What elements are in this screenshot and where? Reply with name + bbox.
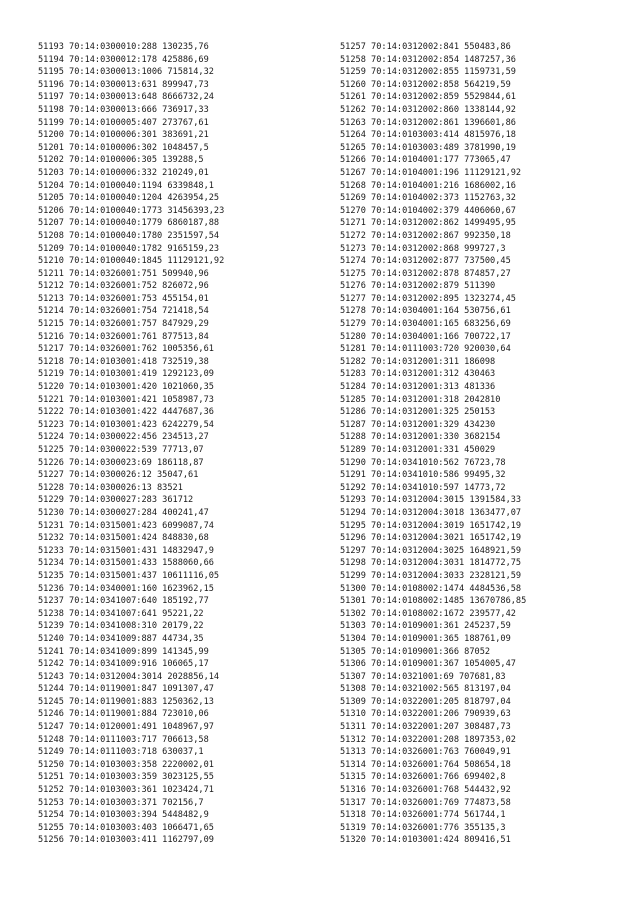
record-row: 51315 70:14:0326001:766 699402,8 <box>340 772 506 783</box>
record-row: 51222 70:14:0103001:422 4447687,36 <box>38 407 214 418</box>
record-row: 51300 70:14:0108002:1474 4484536,58 <box>340 583 522 594</box>
record-row: 51240 70:14:0341009:887 44734,35 <box>38 633 204 644</box>
record-row: 51306 70:14:0109001:367 1054005,47 <box>340 659 516 670</box>
record-row: 51239 70:14:0341008:310 20179,22 <box>38 621 204 632</box>
record-row: 51244 70:14:0119001:847 1091307,47 <box>38 684 214 695</box>
record-row: 51238 70:14:0341007:641 95221,22 <box>38 608 204 619</box>
record-row: 51294 70:14:0312004:3018 1363477,07 <box>340 507 522 518</box>
right-column <box>340 41 630 847</box>
record-row: 51214 70:14:0326001:754 721418,54 <box>38 306 209 317</box>
record-row: 51296 70:14:0312004:3021 1651742,19 <box>340 533 522 544</box>
record-row: 51270 70:14:0104002:379 4406060,67 <box>340 205 516 216</box>
record-row: 51213 70:14:0326001:753 455154,01 <box>38 293 209 304</box>
record-row: 51254 70:14:0103003:394 5448482,9 <box>38 810 209 821</box>
record-row: 51297 70:14:0312004:3025 1648921,59 <box>340 545 522 556</box>
record-row: 51215 70:14:0326001:757 847929,29 <box>38 319 209 330</box>
record-row: 51299 70:14:0312004:3033 2328121,59 <box>340 570 522 581</box>
record-row: 51199 70:14:0100005:407 273767,61 <box>38 117 209 128</box>
record-row: 51307 70:14:0321001:69 707681,83 <box>340 671 506 682</box>
record-row: 51303 70:14:0109001:361 245237,59 <box>340 621 511 632</box>
record-row: 51266 70:14:0104001:177 773065,47 <box>340 155 511 166</box>
record-row: 51220 70:14:0103001:420 1021060,35 <box>38 382 214 393</box>
record-row: 51313 70:14:0326001:763 760049,91 <box>340 747 511 758</box>
record-row: 51280 70:14:0304001:166 700722,17 <box>340 331 511 342</box>
record-row: 51207 70:14:0100040:1779 6860187,88 <box>38 218 220 229</box>
record-row: 51319 70:14:0326001:776 355135,3 <box>340 822 506 833</box>
record-row: 51198 70:14:0300013:666 736917,33 <box>38 104 209 115</box>
record-row: 51255 70:14:0103003:403 1066471,65 <box>38 822 214 833</box>
record-row: 51230 70:14:0300027:284 400241,47 <box>38 507 209 518</box>
record-row: 51243 70:14:0312004:3014 2028856,14 <box>38 671 220 682</box>
record-row: 51312 70:14:0322001:208 1897353,02 <box>340 734 516 745</box>
record-row: 51204 70:14:0100040:1194 6339848,1 <box>38 180 214 191</box>
record-row: 51277 70:14:0312002:895 1323274,45 <box>340 293 516 304</box>
record-row: 51269 70:14:0104002:373 1152763,32 <box>340 193 516 204</box>
record-row: 51252 70:14:0103003:361 1023424,71 <box>38 785 214 796</box>
record-row: 51206 70:14:0100040:1773 31456393,23 <box>38 205 225 216</box>
record-row: 51217 70:14:0326001:762 1005356,61 <box>38 344 214 355</box>
record-row: 51234 70:14:0315001:433 1588060,66 <box>38 558 214 569</box>
record-row: 51309 70:14:0322001:205 818797,04 <box>340 696 511 707</box>
record-row: 51209 70:14:0100040:1782 9165159,23 <box>38 243 220 254</box>
record-row: 51202 70:14:0100006:305 139288,5 <box>38 155 204 166</box>
record-row: 51288 70:14:0312001:330 3682154 <box>340 432 501 443</box>
record-row: 51200 70:14:0100006:301 383691,21 <box>38 130 209 141</box>
record-row: 51221 70:14:0103001:421 1058987,73 <box>38 394 214 405</box>
record-row: 51197 70:14:0300013:648 8666732,24 <box>38 92 214 103</box>
record-row: 51216 70:14:0326001:761 877513,84 <box>38 331 209 342</box>
record-row: 51316 70:14:0326001:768 544432,92 <box>340 785 511 796</box>
record-row: 51211 70:14:0326001:751 509940,96 <box>38 268 209 279</box>
record-row: 51282 70:14:0312001:311 186098 <box>340 356 496 367</box>
record-row: 51259 70:14:0312002:855 1159731,59 <box>340 67 516 78</box>
record-row: 51226 70:14:0300023:69 186118,87 <box>38 457 204 468</box>
record-row: 51246 70:14:0119001:884 723010,06 <box>38 709 209 720</box>
record-row: 51272 70:14:0312002:867 992350,18 <box>340 230 511 241</box>
record-row: 51218 70:14:0103001:418 732519,38 <box>38 356 209 367</box>
record-row: 51263 70:14:0312002:861 1396601,86 <box>340 117 516 128</box>
record-row: 51279 70:14:0304001:165 683256,69 <box>340 319 511 330</box>
record-row: 51268 70:14:0104001:216 1686002,16 <box>340 180 516 191</box>
record-row: 51245 70:14:0119001:883 1250362,13 <box>38 696 214 707</box>
record-row: 51291 70:14:0341010:586 99495,32 <box>340 470 506 481</box>
record-row: 51205 70:14:0100040:1204 4263954,25 <box>38 193 220 204</box>
record-row: 51229 70:14:0300027:283 361712 <box>38 495 194 506</box>
record-row: 51219 70:14:0103001:419 1292123,09 <box>38 369 214 380</box>
record-row: 51225 70:14:0300022:539 77713,07 <box>38 445 204 455</box>
record-row: 51241 70:14:0341009:899 141345,99 <box>38 646 209 657</box>
record-row: 51271 70:14:0312002:862 1499495,95 <box>340 218 516 229</box>
record-row: 51301 70:14:0108002:1485 13670786,85 <box>340 596 527 607</box>
record-row: 51256 70:14:0103003:411 1162797,09 <box>38 835 214 846</box>
record-row: 51195 70:14:0300013:1006 715814,32 <box>38 67 214 78</box>
record-row: 51314 70:14:0326001:764 508654,18 <box>340 759 511 770</box>
record-row: 51253 70:14:0103003:371 702156,7 <box>38 797 204 808</box>
record-row: 51201 70:14:0100006:302 1048457,5 <box>38 142 209 153</box>
record-row: 51242 70:14:0341009:916 106065,17 <box>38 659 209 670</box>
record-row: 51281 70:14:0111003:720 920030,64 <box>340 344 511 355</box>
record-row: 51264 70:14:0103003:414 4815976,18 <box>340 130 516 141</box>
record-row: 51247 70:14:0120001:491 1048967,97 <box>38 722 214 733</box>
record-row: 51228 70:14:0300026:13 83521 <box>38 482 183 493</box>
record-row: 51274 70:14:0312002:877 737500,45 <box>340 256 511 267</box>
record-row: 51248 70:14:0111003:717 706613,58 <box>38 734 209 745</box>
record-row: 51317 70:14:0326001:769 774873,58 <box>340 797 511 808</box>
record-row: 51232 70:14:0315001:424 848830,68 <box>38 533 209 544</box>
record-row: 51235 70:14:0315001:437 10611116,05 <box>38 570 220 581</box>
record-row: 51278 70:14:0304001:164 530756,61 <box>340 306 511 317</box>
record-row: 51298 70:14:0312004:3031 1814772,75 <box>340 558 522 569</box>
record-row: 51308 70:14:0321002:565 813197,04 <box>340 684 511 695</box>
record-row: 51203 70:14:0100006:332 210249,01 <box>38 167 209 178</box>
record-row: 51261 70:14:0312002:859 5529844,61 <box>340 92 516 103</box>
record-row: 51285 70:14:0312001:318 2042810 <box>340 394 501 405</box>
record-row: 51224 70:14:0300022:456 234513,27 <box>38 432 209 443</box>
record-row: 51290 70:14:0341010:562 76723,78 <box>340 457 506 468</box>
record-row: 51286 70:14:0312001:325 250153 <box>340 407 496 418</box>
record-row: 51223 70:14:0103001:423 6242279,54 <box>38 419 214 430</box>
record-row: 51231 70:14:0315001:423 6099087,74 <box>38 520 214 531</box>
record-row: 51262 70:14:0312002:860 1338144,92 <box>340 104 516 115</box>
record-row: 51257 70:14:0312002:841 550483,86 <box>340 42 511 52</box>
record-row: 51284 70:14:0312001:313 481336 <box>340 382 496 393</box>
record-row: 51311 70:14:0322001:207 308487,73 <box>340 722 511 733</box>
record-row: 51295 70:14:0312004:3019 1651742,19 <box>340 520 522 531</box>
record-row: 51267 70:14:0104001:196 11129121,92 <box>340 167 522 178</box>
record-row: 51212 70:14:0326001:752 826072,96 <box>38 281 209 292</box>
record-row: 51210 70:14:0100040:1845 11129121,92 <box>38 256 225 267</box>
record-row: 51287 70:14:0312001:329 434230 <box>340 419 496 430</box>
record-row: 51233 70:14:0315001:431 14832947,9 <box>38 545 214 556</box>
record-row: 51293 70:14:0312004:3015 1391584,33 <box>340 495 522 506</box>
record-row: 51208 70:14:0100040:1780 2351597,54 <box>38 230 220 241</box>
record-row: 51194 70:14:0300012:178 425886,69 <box>38 54 209 65</box>
record-row: 51283 70:14:0312001:312 430463 <box>340 369 496 380</box>
record-row: 51310 70:14:0322001:206 790939,63 <box>340 709 511 720</box>
record-row: 51196 70:14:0300013:631 899947,73 <box>38 79 209 90</box>
record-row: 51273 70:14:0312002:868 999727,3 <box>340 243 506 254</box>
record-row: 51276 70:14:0312002:879 511390 <box>340 281 496 292</box>
record-row: 51320 70:14:0103001:424 809416,51 <box>340 835 511 846</box>
record-row: 51193 70:14:0300010:288 130235,76 <box>38 42 209 52</box>
record-row: 51304 70:14:0109001:365 188761,09 <box>340 633 511 644</box>
record-row: 51265 70:14:0103003:489 3781990,19 <box>340 142 516 153</box>
record-row: 51292 70:14:0341010:597 14773,72 <box>340 482 506 493</box>
record-row: 51302 70:14:0108002:1672 239577,42 <box>340 608 516 619</box>
record-row: 51249 70:14:0111003:718 630037,1 <box>38 747 204 758</box>
record-row: 51289 70:14:0312001:331 450029 <box>340 445 496 455</box>
record-row: 51251 70:14:0103003:359 3023125,55 <box>38 772 214 783</box>
record-row: 51258 70:14:0312002:854 1487257,36 <box>340 54 516 65</box>
record-row: 51237 70:14:0341007:640 185192,77 <box>38 596 209 607</box>
record-row: 51227 70:14:0300026:12 35047,61 <box>38 470 199 481</box>
record-row: 51250 70:14:0103003:358 2220002,01 <box>38 759 214 770</box>
record-row: 51236 70:14:0340001:160 1623962,15 <box>38 583 214 594</box>
record-row: 51275 70:14:0312002:878 874857,27 <box>340 268 511 279</box>
record-row: 51260 70:14:0312002:858 564219,59 <box>340 79 511 90</box>
record-row: 51318 70:14:0326001:774 561744,1 <box>340 810 506 821</box>
record-row: 51305 70:14:0109001:366 87052 <box>340 646 491 657</box>
left-column <box>38 41 323 847</box>
